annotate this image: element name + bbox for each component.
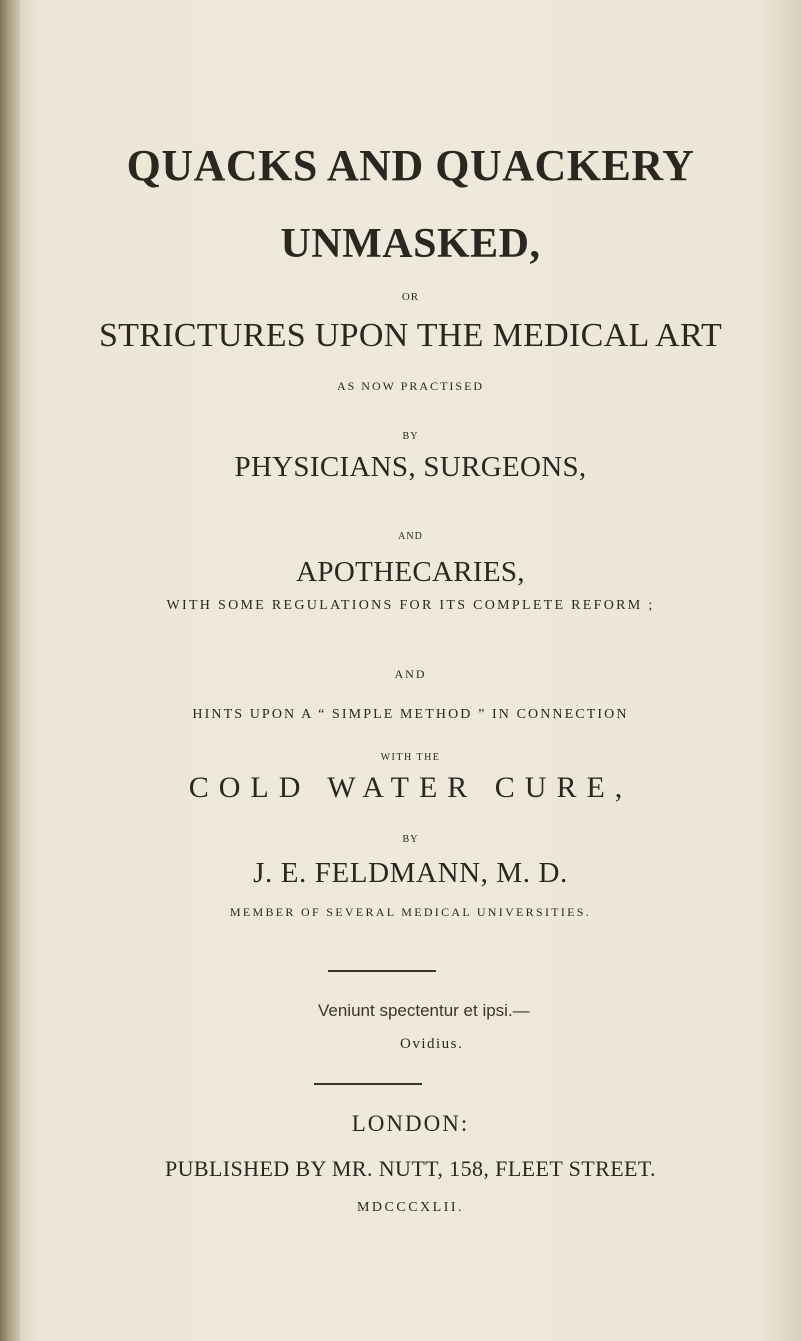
divider-rule-top	[328, 970, 436, 972]
by-connector-1: BY	[402, 431, 419, 442]
epigraph: Veniunt spectentur et ipsi.—	[318, 1001, 530, 1020]
imprint-date: MDCCCXLII.	[356, 1200, 465, 1215]
title-line-2: UNMASKED,	[280, 221, 541, 267]
subtitle: STRICTURES UPON THE MEDICAL ART	[98, 317, 723, 354]
epigraph-attribution: Ovidius.	[400, 1036, 464, 1052]
regulations-line: WITH SOME REGULATIONS FOR ITS COMPLETE REFORM ;	[166, 598, 655, 613]
cold-water-cure: COLD WATER CURE,	[188, 771, 633, 804]
apothecaries: APOTHECARIES,	[296, 556, 525, 588]
imprint-publisher: PUBLISHED BY MR. NUTT, 158, FLEET STREET.	[164, 1156, 657, 1181]
as-now-practised: AS NOW PRACTISED	[336, 379, 485, 393]
with-the-connector: WITH THE	[380, 752, 441, 763]
or-connector: OR	[401, 291, 420, 303]
author-name: J. E. FELDMANN, M. D.	[253, 857, 568, 889]
imprint-city: LONDON:	[351, 1111, 470, 1136]
title-line-1: QUACKS AND QUACKERY	[126, 141, 695, 190]
hints-line: HINTS UPON A “ SIMPLE METHOD ” IN CONNECTION	[192, 707, 629, 722]
author-credentials: MEMBER OF SEVERAL MEDICAL UNIVERSITIES.	[229, 905, 592, 919]
and-connector-2: AND	[394, 667, 427, 681]
by-connector-2: BY	[402, 834, 419, 845]
divider-rule-bottom	[314, 1083, 422, 1085]
physicians-surgeons: PHYSICIANS, SURGEONS,	[234, 451, 587, 483]
and-connector-1: AND	[398, 531, 423, 542]
